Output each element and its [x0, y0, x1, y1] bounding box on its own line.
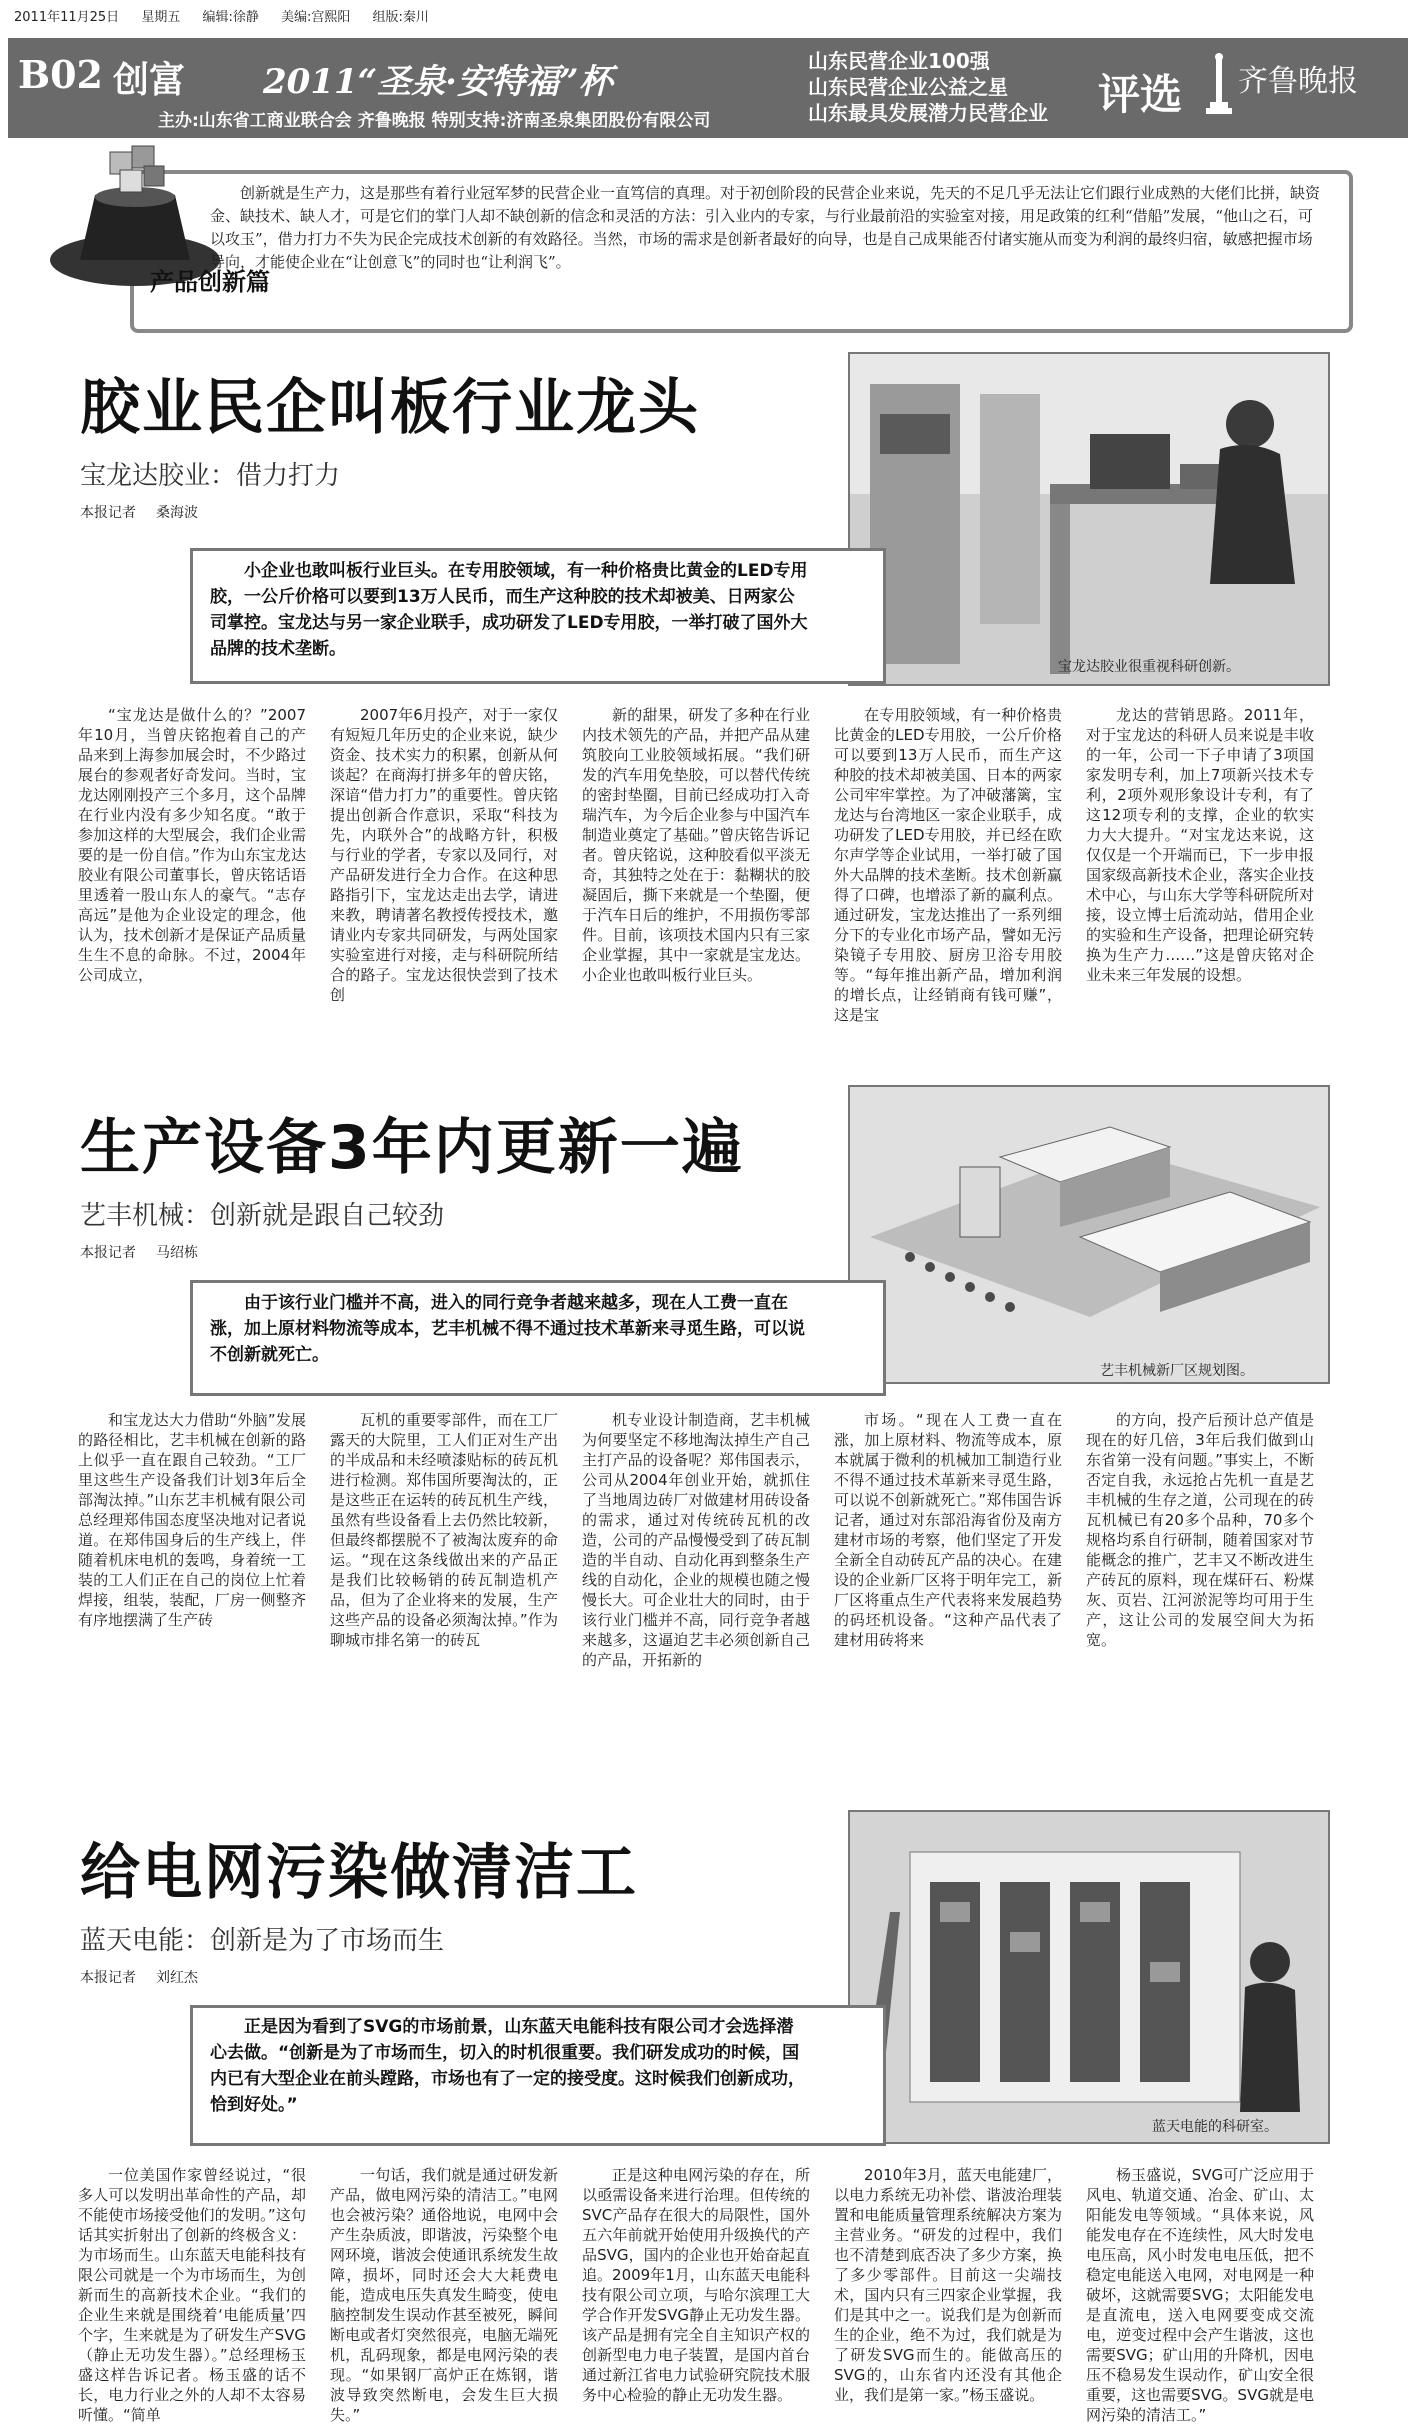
article-1-photo: [848, 352, 1330, 686]
lab-equipment-image: [850, 1812, 1328, 2142]
lab-worker-image: [850, 354, 1328, 684]
body-text: 龙达的营销思路。2011年，对于宝龙达的科研人员来说是丰收的一年，公司一下子申请了3项国家发明专利，加上7项新兴技术专利，2项外观形象设计专利，有了这12项专利的支撑，企业的软实力大大提升。“对宝龙达来说，这仅仅是一个开端而已，下一步申报国家级高新技术企业，落实企业技术中心，与山东大学等科研院所对接，设立博士后流动站，借用企业的实验和生产设备，把理论研究转换为生产力……”这是曾庆铭对企业未来三年发展的设想。: [1086, 706, 1314, 984]
article-3-column: [834, 2165, 1062, 2404]
body-text: 的方向，投产后预计总产值是现在的好几倍，3年后我们做到山东省第一没有问题。”事实上，不断否定自我，永远抢占先机一直是艺丰机械的生存之道，公司现在的砖瓦机械已有20多个品种，70多个规格均系自行研制，随着国家对节能概念的推广，艺丰又不断改进生产砖瓦的原料，现在煤矸石、粉煤灰、页岩、江河淤泥等均可用于生产，这让公司的发展空间大为拓宽。: [1086, 1411, 1314, 1649]
byline-label: 本报记者: [80, 1970, 136, 1986]
masthead-meta: [14, 6, 447, 25]
award-list: [808, 48, 1048, 126]
award-item: 山东民营企业公益之星: [808, 75, 1008, 99]
article-2-column: [582, 1410, 810, 1810]
issue-date: 2011年11月25日: [14, 10, 120, 25]
article-2-headline: 生产设备3年内更新一遍: [80, 1113, 744, 1183]
article-3-column: [330, 2165, 558, 2424]
body-text: 一位美国作家曾经说过，“很多人可以发明出革命性的产品，却不能使市场接受他们的发明。”这句话其实折射出了创新的终极含义：为市场而生。山东蓝天电能科技有限公司就是一个为市场而生，为创新而生的高新技术企业。“我们的企业生来就是围绕着‘电能质量’四个字，生来就是为了研发生产SVG（静止无功发生器）。”总经理杨玉盛这样告诉记者。杨玉盛的话不长，电力行业之外的人却不太容易听懂。“简单: [78, 2166, 306, 2424]
article-3-caption: 蓝天电能的科研室。: [1152, 2119, 1278, 2135]
sponsor-line: 主办:山东省工商业联合会 齐鲁晚报 特别支持:济南圣泉集团股份有限公司: [158, 111, 711, 131]
article-3-byline: [80, 1967, 198, 1987]
page-number: B02: [18, 52, 103, 97]
page-banner: [8, 38, 1408, 138]
body-text: 瓦机的重要零部件，而在工厂露天的大院里，工人们正对生产出的半成品和未经喷漆贴标的砖瓦机进行检测。郑伟国所要淘汰的，正是这些正在运转的砖瓦机生产线，虽然有些设备看上去仍然比较新，但最终都摆脱不了被淘汰废弃的命运。“现在这条线做出来的产品正是我们比较畅销的砖瓦制造机产品，但为了企业将来的发展，生产这些产品的设备必须淘汰掉。”作为聊城市排名第一的砖瓦: [330, 1411, 558, 1649]
layout-credit: 组版:秦川: [372, 10, 429, 25]
byline-name: 桑海波: [156, 505, 198, 521]
body-text: 机专业设计制造商，艺丰机械为何要坚定不移地淘汰掉生产自己主打产品的设备呢？郑伟国表示，公司从2004年创业开始，就抓住了当地周边砖厂对做建材用砖设备的需求，通过对传统砖瓦机的改造，公司的产品慢慢受到了砖瓦制造的半自动、自动化再到整条生产线的自动化，企业的规模也随之慢慢长大。可企业壮大的同时，由于该行业门槛并不高，同行竞争者越来越多，这逼迫艺丰必须创新自己的产品，开拓新的: [582, 1411, 810, 1669]
article-2-column: [330, 1410, 558, 1810]
article-2-photo: [848, 1085, 1330, 1384]
body-text: 一句话，我们就是通过研发新产品，做电网污染的清洁工。”电网也会被污染？通俗地说，电网中会产生杂质波，即谐波，污染整个电网环境，谐波会使通讯系统发生故障，损坏，同时还会大大耗费电能，造成电压失真发生畸变，使电脑控制发生误动作甚至被死，瞬间断电或者灯突然很亮，电脑无端死机，乱码现象，都是电网污染的表现。“如果钢厂高炉正在炼钢，谐波导致突然断电，会发生巨大损失。”: [330, 2166, 558, 2424]
factory-plan-image: [850, 1087, 1328, 1382]
article-1-column: [78, 705, 306, 1100]
article-3-lead: 正是因为看到了SVG的市场前景，山东蓝天电能科技有限公司才会选择潜心去做。“创新是为了市场而生，切入的时机很重要。我们研发成功的时候，国内已有大型企业在前头蹚路，市场也有了一定的接受度。这时候我们创新成功，恰到好处。”: [210, 2017, 805, 2115]
article-3-column: [1086, 2165, 1314, 2424]
editor-credit: 编辑:徐静: [202, 10, 259, 25]
body-text: 在专用胶领域，有一种价格贵比黄金的LED专用胶，一公斤价格可以要到13万人民币，而生产这种胶的技术却被美国、日本的两家公司牢牢掌控。为了冲破藩篱，宝龙达与台湾地区一家企业联手，成功研发了LED专用胶，并已经在欧尔声学等企业试用，一举打破了国外大品牌的技术垄断。技术创新赢得了口碑，也增添了新的赢利点。通过研发，宝龙达推出了一系列细分下的专业化市场产品，譬如无污染镜子专用胶、厨房卫浴专用胶等。“每年推出新产品，增加利润的增长点，让经销商有钱可赚”，这是宝: [834, 706, 1062, 1024]
article-3-photo: [848, 1810, 1330, 2144]
award-item: 山东最具发展潜力民营企业: [808, 101, 1048, 125]
body-text: 2010年3月，蓝天电能建厂，以电力系统无功补偿、谐波治理装置和电能质量管理系统解决方案为主营业务。“研发的过程中，我们也不清楚到底否决了多少方案，换了多少零部件。目前这一尖端技术，国内只有三四家企业掌握，我们是其中之一。说我们是为创新而生的企业，绝不为过，我们就是为了研发SVG而生的。能做高压的SVG的，山东省内还没有其他企业，我们是第一家。”杨玉盛说。: [834, 2166, 1062, 2404]
article-1-caption: 宝龙达胶业很重视科研创新。: [1058, 659, 1240, 675]
article-1-byline: [80, 502, 198, 522]
intro-label: 产品创新篇: [150, 268, 270, 296]
article-2-byline: [80, 1242, 198, 1262]
article-3-column: [78, 2165, 306, 2424]
article-1-column: [1086, 705, 1314, 1100]
article-3-headline: 给电网污染做清洁工: [80, 1838, 638, 1908]
selection-label: 评选: [1098, 70, 1183, 119]
article-1-headline: 胶业民企叫板行业龙头: [80, 373, 700, 443]
byline-name: 刘红杰: [156, 1970, 198, 1986]
section-title: 创富: [113, 60, 186, 101]
monument-icon: [1204, 52, 1234, 116]
body-text: 新的甜果，研发了多种在行业内技术领先的产品，并把产品从建筑胶向工业胶领域拓展。“我们研发的汽车用免垫胶，可以替代传统的密封垫圈，目前已经成功打入奇瑞汽车，为今后企业参与中国汽车制造业奠定了基础。”曾庆铭告诉记者。曾庆铭说，这种胶看似平淡无奇，其独特之处在于：黏糊状的胶凝固后，撕下来就是一个垫圈，便于汽车日后的维护，不用损伤零部件。目前，该项技术国内只有三家企业掌握，其中一家就是宝龙达。小企业也敢叫板行业巨头。: [582, 706, 810, 984]
article-1-column: [330, 705, 558, 1100]
body-text: 正是这种电网污染的存在，所以亟需设备来进行治理。但传统的SVC产品存在很大的局限性，国外五六年前就开始使用升级换代的产品SVG，国内的企业也开始奋起直追。2009年1月，山东蓝天电能科技有限公司立项，与哈尔滨理工大学合作开发SVG静止无功发生器。该产品是拥有完全自主知识产权的创新型电力电子装置，是国内首台通过新江省电力试验研究院技术服务中心检验的静止无功发生器。: [582, 2166, 810, 2404]
body-text: 杨玉盛说，SVG可广泛应用于风电、轨道交通、冶金、矿山、太阳能发电等领域。“具体来说，风能发电存在不连续性，风大时发电电压高，风小时发电电压低，把不稳定电能送入电网，对电网是一种破坏，这就需要SVG；太阳能发电是直流电，送入电网要变成交流电，逆变过程中会产生谐波，这也需要SVG；矿山用的升降机，因电压不稳易发生误动作，矿山安全很重要，这也需要SVG。SVG就是电网污染的清洁工。”: [1086, 2166, 1314, 2424]
article-3-subhead: 蓝天电能：创新是为了市场而生: [80, 1926, 445, 1956]
body-text: 2007年6月投产，对于一家仅有短短几年历史的企业来说，缺少资金、技术实力的积累，创新从何谈起？在商海打拼多年的曾庆铭，深谙“借力打力”的重要性。曾庆铭提出创新合作意识，采取“科技为先，内联外合”的战略方针，积极与行业的学者，专家以及同行，对产品研发进行全力合作。在这种思路指引下，宝龙达走出去学，请进来教，聘请著名教授传授技术，邀请业内专家共同研发，与两处国家实验室进行对接，走与科研院所结合的路子。宝龙达很快尝到了技术创: [330, 706, 558, 1004]
article-2-column: [1086, 1410, 1314, 1810]
intro-text: 创新就是生产力，这是那些有着行业冠军梦的民营企业一直笃信的真理。对于初创阶段的民营企业来说，先天的不足几乎无法让它们跟行业成熟的大佬们比拼，缺资金、缺技术、缺人才，可是它们的掌门人却不缺创新的信念和灵活的方法：引入业内的专家，与行业最前沿的实验室对接，用足政策的红利“借船”发展，“他山之石，可以攻玉”，借力打力不失为民企完成技术创新的有效路径。当然，市场的需求是创新者最好的向导，也是自己成果能否付诸实施从而变为利润的最终归宿，敏感把握市场导向，才能使企业在“让创意飞”的同时也“让利润飞”。: [210, 184, 1321, 271]
article-1-column: [582, 705, 810, 1100]
article-2-column: [834, 1410, 1062, 1810]
article-2-caption: 艺丰机械新厂区规划图。: [1100, 1363, 1254, 1379]
cup-title: 2011“圣泉·安特福”杯: [263, 62, 613, 102]
body-text: 和宝龙达大力借助“外脑”发展的路径相比，艺丰机械在创新的路上似乎一直在跟自己较劲。“工厂里这些生产设备我们计划3年后全部淘汰掉。”山东艺丰机械有限公司总经理郑伟国态度坚决地对记者说道。在郑伟国身后的生产线上，伴随着机床电机的轰鸣，身着统一工装的工人们正在自己的岗位上忙着焊接，组装，装配，厂房一侧整齐有序地摆满了生产砖: [78, 1411, 306, 1629]
article-1-lead: 小企业也敢叫板行业巨头。在专用胶领域，有一种价格贵比黄金的LED专用胶，一公斤价格可以要到13万人民币，而生产这种胶的技术却被美、日两家公司掌控。宝龙达与另一家企业联手，成功研发了LED专用胶，一举打破了国外大品牌的技术垄断。: [210, 561, 808, 659]
byline-name: 马绍栋: [156, 1245, 198, 1261]
award-item: 山东民营企业100强: [808, 49, 990, 73]
article-1-subhead: 宝龙达胶业：借力打力: [80, 461, 341, 491]
article-2-column: [78, 1410, 306, 1810]
newspaper-logo: 齐鲁晚报: [1238, 64, 1358, 99]
article-1-column: [834, 705, 1062, 1100]
article-2-subhead: 艺丰机械：创新就是跟自己较劲: [80, 1201, 445, 1231]
body-text: “宝龙达是做什么的？”2007年10月，当曾庆铭抱着自己的产品来到上海参加展会时，不少路过展台的参观者好奇发问。当时，宝龙达刚刚投产三个多月，这个品牌在行业内没有多少知名度。“敢于参加这样的大型展会，我们企业需要的是一份自信。”作为山东宝龙达胶业有限公司董事长，曾庆铭话语里透着一股山东人的豪气。“志存高远”是他为企业设定的理念，他认为，技术创新才是保证产品质量生生不息的命脉。不过，2004年公司成立，: [78, 706, 306, 984]
issue-weekday: 星期五: [141, 10, 181, 25]
byline-label: 本报记者: [80, 1245, 136, 1261]
article-3-column: [582, 2165, 810, 2404]
body-text: 市场。“现在人工费一直在涨，加上原材料、物流等成本，原本就属于微利的机械加工制造行业不得不通过技术革新来寻觅生路，可以说不创新就死亡。”郑伟国告诉记者，通过对东部沿海省份及南方建材市场的考察，他们坚定了开发全新全自动砖瓦产品的决心。在建设的企业新厂区将于明年完工，新厂区将重点生产代表将来发展趋势的码坯机设备。“这种产品代表了建材用砖将来: [834, 1411, 1062, 1649]
designer-credit: 美编:宫熙阳: [281, 10, 351, 25]
byline-label: 本报记者: [80, 505, 136, 521]
article-2-lead: 由于该行业门槛并不高，进入的同行竞争者越来越多，现在人工费一直在涨，加上原材料物流等成本，艺丰机械不得不通过技术革新来寻觅生路，可以说不创新就死亡。: [210, 1293, 805, 1365]
